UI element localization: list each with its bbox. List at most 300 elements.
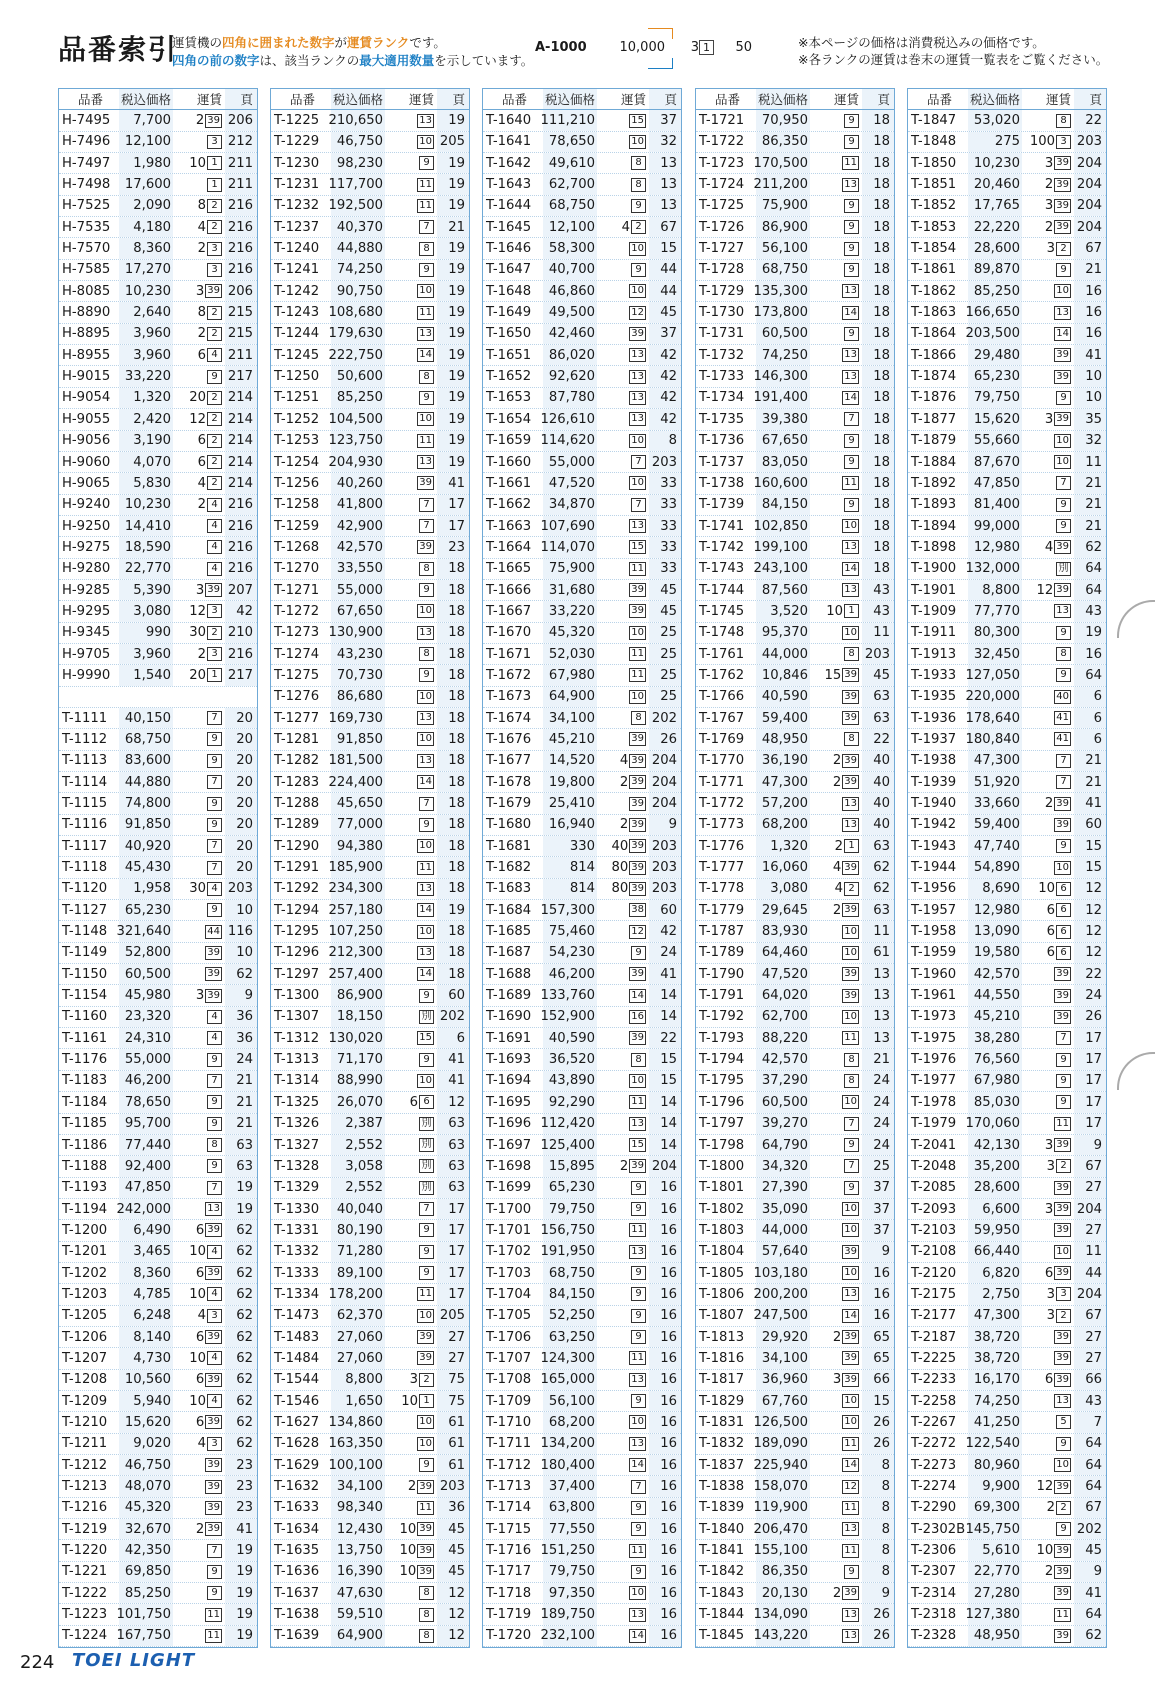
item-page: 19 — [437, 388, 469, 408]
table-row — [696, 1626, 894, 1647]
item-code: T-1911 — [911, 625, 957, 641]
item-page: 75 — [437, 1391, 469, 1411]
item-code: T-2225 — [911, 1350, 957, 1366]
legend-text: です。 — [409, 35, 446, 50]
item-code: T-1666 — [486, 582, 532, 598]
table-row — [271, 900, 469, 921]
item-page: 42 — [225, 601, 257, 621]
item-freight — [810, 1287, 862, 1301]
freight-rank: 7 — [419, 498, 434, 512]
freight-qty: 2 — [1044, 796, 1054, 812]
item-freight — [173, 668, 225, 683]
item-freight — [385, 135, 437, 149]
freight-qty: 30 — [189, 625, 206, 641]
item-code: T-1720 — [486, 1628, 532, 1644]
freight-rank: 10 — [844, 626, 857, 638]
item-page: 19 — [437, 238, 469, 258]
item-code: T-1185 — [62, 1116, 108, 1132]
freight-qty: 3 — [195, 582, 205, 598]
freight-rank: 9 — [419, 1053, 434, 1067]
item-page: 9 — [225, 985, 257, 1005]
item-freight — [810, 732, 862, 746]
item-page: 62 — [225, 964, 257, 984]
item-freight — [173, 198, 225, 213]
item-price: 31,680 — [543, 580, 597, 600]
item-page: 61 — [437, 1412, 469, 1432]
column-header — [696, 89, 894, 110]
item-freight — [1022, 1522, 1074, 1536]
freight-qty: 6 — [195, 1265, 205, 1281]
item-code: T-1817 — [699, 1372, 745, 1388]
item-price: 257,400 — [331, 964, 385, 984]
freight-rank: 39 — [1056, 1352, 1069, 1364]
item-freight — [1022, 327, 1074, 341]
freight-rank: 2 — [1056, 1501, 1071, 1515]
freight-rank: 2 — [207, 220, 222, 234]
item-page: 16 — [1074, 644, 1106, 664]
item-code: T-1671 — [486, 646, 532, 662]
item-page: 19 — [225, 1540, 257, 1560]
freight-rank: 9 — [207, 732, 222, 746]
freight-rank: 16 — [631, 1010, 644, 1022]
item-page: 41 — [1074, 345, 1106, 365]
item-price: 92,620 — [543, 366, 597, 386]
item-freight — [810, 476, 862, 490]
item-page: 16 — [649, 1348, 681, 1368]
item-page: 20 — [225, 729, 257, 749]
item-page: 18 — [862, 132, 894, 152]
item-price: 107,250 — [331, 921, 385, 941]
item-page: 19 — [225, 1178, 257, 1198]
freight-rank: 11 — [844, 1501, 857, 1513]
table-row — [59, 1242, 257, 1263]
table-row — [271, 1242, 469, 1263]
item-code: T-1807 — [699, 1308, 745, 1324]
table-row — [59, 473, 257, 494]
item-price: 47,520 — [543, 473, 597, 493]
example-rank: 1 — [699, 40, 714, 55]
freight-rank: 8 — [419, 370, 434, 384]
index-column — [270, 88, 470, 1648]
item-page: 207 — [225, 580, 257, 600]
freight-rank: 10 — [1056, 285, 1069, 297]
item-freight — [385, 263, 437, 277]
freight-rank: 8 — [631, 711, 646, 725]
item-page: 45 — [649, 601, 681, 621]
item-code: T-1685 — [486, 924, 532, 940]
item-freight — [1022, 156, 1074, 171]
item-price: 160,600 — [756, 473, 810, 493]
item-price: 34,870 — [543, 495, 597, 515]
freight-rank: 13 — [631, 349, 644, 361]
item-price: 22,770 — [119, 559, 173, 579]
freight-qty: 8 — [197, 198, 206, 214]
freight-rank: 8 — [207, 1138, 222, 1152]
item-freight — [173, 1117, 225, 1131]
table-row — [271, 1263, 469, 1284]
freight-rank: 7 — [631, 455, 646, 469]
item-freight — [810, 1095, 862, 1109]
item-code: T-1789 — [699, 945, 745, 961]
table-row — [59, 1007, 257, 1028]
item-price: 77,000 — [331, 815, 385, 835]
freight-qty: 4 — [621, 219, 630, 235]
item-price: 35,200 — [968, 1156, 1022, 1176]
item-freight — [385, 946, 437, 960]
item-freight — [385, 1351, 437, 1365]
header-cell: 運賃 — [408, 92, 434, 108]
table-row — [483, 132, 681, 153]
freight-rank: 3 — [207, 1437, 222, 1451]
item-page: 19 — [437, 260, 469, 280]
example-qty: 3 — [690, 40, 699, 55]
item-code: H-9065 — [62, 475, 111, 491]
item-freight — [1022, 711, 1074, 725]
freight-rank: 10 — [419, 413, 432, 425]
item-page: 21 — [1074, 495, 1106, 515]
freight-rank: 39 — [1056, 178, 1069, 190]
item-freight — [1022, 604, 1074, 618]
item-code: T-1176 — [62, 1052, 108, 1068]
item-freight — [173, 135, 225, 149]
header-cell: 品番 — [77, 92, 103, 108]
item-freight — [597, 860, 649, 875]
item-code: T-1313 — [274, 1052, 320, 1068]
item-page: 21 — [1074, 772, 1106, 792]
page-title: 品番索引 — [58, 33, 179, 66]
header-cell: 運賃 — [196, 92, 222, 108]
item-price: 67,980 — [968, 1071, 1022, 1091]
freight-rank: 15 — [631, 114, 644, 126]
table-row — [271, 260, 469, 281]
item-code: T-1670 — [486, 625, 532, 641]
item-freight — [810, 1586, 862, 1601]
item-price: 27,280 — [968, 1583, 1022, 1603]
item-page: 18 — [862, 516, 894, 536]
freight-rank: 7 — [207, 1181, 222, 1195]
freight-rank: 10 — [1056, 1459, 1069, 1471]
item-freight — [810, 1117, 862, 1131]
table-row — [59, 559, 257, 580]
table-row — [696, 366, 894, 387]
item-code: T-1703 — [486, 1265, 532, 1281]
item-code: T-1629 — [274, 1457, 320, 1473]
item-code: T-1649 — [486, 305, 532, 321]
freight-qty: 10 — [1038, 881, 1055, 897]
item-freight — [1022, 754, 1074, 768]
item-code: T-2328 — [911, 1628, 957, 1644]
item-code: T-1693 — [486, 1052, 532, 1068]
legend-text: を示しています。 — [434, 53, 534, 68]
item-code: H-8895 — [62, 326, 111, 342]
item-code: T-1283 — [274, 774, 320, 790]
freight-rank: 11 — [844, 1544, 857, 1556]
item-page: 18 — [862, 153, 894, 173]
table-row — [59, 388, 257, 409]
item-page: 67 — [1074, 1498, 1106, 1518]
header-cell: 頁 — [225, 89, 257, 109]
table-row — [908, 772, 1106, 793]
item-freight — [810, 1010, 862, 1024]
table-row — [696, 196, 894, 217]
item-page: 42 — [649, 921, 681, 941]
freight-rank: 4 — [207, 1010, 222, 1024]
item-price: 8,140 — [119, 1327, 173, 1347]
item-freight — [385, 242, 437, 256]
freight-rank: 13 — [631, 1608, 644, 1620]
freight-qty: 10 — [189, 1286, 206, 1302]
example-price: 10,000 — [619, 40, 665, 55]
freight-rank: 39 — [207, 1459, 220, 1471]
table-row — [696, 260, 894, 281]
freight-rank: 10 — [419, 925, 432, 937]
table-row — [483, 687, 681, 708]
item-code: T-1901 — [911, 582, 957, 598]
item-page: 18 — [437, 751, 469, 771]
item-code: T-1271 — [274, 582, 320, 598]
item-freight — [173, 818, 225, 832]
item-code: T-1333 — [274, 1265, 320, 1281]
item-price: 155,100 — [756, 1540, 810, 1560]
item-page: 41 — [437, 1071, 469, 1091]
item-freight — [385, 199, 437, 213]
freight-rank: 39 — [207, 989, 220, 1001]
freight-rank: 39 — [207, 1416, 220, 1428]
item-price: 52,250 — [543, 1306, 597, 1326]
item-code: H-9060 — [62, 454, 111, 470]
freight-qty: 4 — [197, 1436, 206, 1452]
freight-rank: 6 — [419, 1095, 434, 1109]
item-page: 211 — [225, 174, 257, 194]
item-freight — [597, 1053, 649, 1067]
item-page: 18 — [437, 559, 469, 579]
item-code: T-1795 — [699, 1073, 745, 1089]
table-row — [59, 793, 257, 814]
item-page: 45 — [437, 1519, 469, 1539]
freight-qty: 2 — [1046, 1500, 1055, 1516]
item-price: 45,210 — [543, 729, 597, 749]
freight-qty: 2 — [1044, 219, 1054, 235]
table-row — [908, 1156, 1106, 1177]
item-page: 16 — [649, 1583, 681, 1603]
item-freight — [810, 753, 862, 768]
table-row — [59, 879, 257, 900]
item-price: 4,180 — [119, 217, 173, 237]
item-price: 56,100 — [756, 238, 810, 258]
freight-rank: 15 — [631, 541, 644, 553]
item-page: 26 — [862, 1434, 894, 1454]
item-code: T-1645 — [486, 219, 532, 235]
item-page: 8 — [862, 1540, 894, 1560]
item-freight — [810, 946, 862, 960]
item-freight — [173, 1586, 225, 1600]
freight-rank: 9 — [631, 1394, 646, 1408]
item-code: T-1734 — [699, 390, 745, 406]
item-price: 107,690 — [543, 516, 597, 536]
item-code: T-1976 — [911, 1052, 957, 1068]
item-page: 23 — [225, 1455, 257, 1475]
freight-rank: 2 — [844, 882, 859, 896]
freight-rank: 14 — [419, 349, 432, 361]
freight-qty: 10 — [189, 1350, 206, 1366]
item-price: 16,940 — [543, 815, 597, 835]
item-freight — [173, 390, 225, 405]
item-freight — [385, 604, 437, 618]
item-price: 87,780 — [543, 388, 597, 408]
table-row — [59, 772, 257, 793]
item-code: T-1684 — [486, 902, 532, 918]
table-row — [696, 452, 894, 473]
item-code: T-1778 — [699, 881, 745, 897]
item-page: 14 — [649, 985, 681, 1005]
page-number: 224 — [20, 1652, 55, 1673]
item-freight — [1022, 1074, 1074, 1088]
item-code: T-1661 — [486, 475, 532, 491]
table-row — [59, 751, 257, 772]
freight-qty: 80 — [611, 881, 629, 897]
freight-rank: 13 — [844, 285, 857, 297]
item-page: 20 — [225, 815, 257, 835]
table-row — [483, 1626, 681, 1647]
item-freight — [385, 818, 437, 832]
table-row — [483, 1327, 681, 1348]
table-row — [696, 580, 894, 601]
item-freight — [810, 967, 862, 981]
table-row — [483, 1519, 681, 1540]
table-row — [271, 238, 469, 259]
freight-rank: 9 — [1056, 1074, 1071, 1088]
table-row — [908, 601, 1106, 622]
item-code: T-1894 — [911, 518, 957, 534]
item-price: 10,230 — [968, 153, 1022, 173]
item-code: T-1726 — [699, 219, 745, 235]
item-page: 20 — [225, 772, 257, 792]
item-page: 15 — [649, 1071, 681, 1091]
item-price: 33,220 — [543, 601, 597, 621]
legend-line-2 — [172, 52, 533, 70]
item-code: T-1672 — [486, 667, 532, 683]
item-page: 62 — [225, 1391, 257, 1411]
item-code: T-1776 — [699, 838, 745, 854]
freight-qty: 12 — [189, 603, 206, 619]
item-price: 90,750 — [331, 281, 385, 301]
freight-rank: 9 — [844, 1138, 859, 1152]
item-freight — [810, 989, 862, 1003]
item-freight — [597, 1223, 649, 1237]
item-freight — [173, 732, 225, 746]
item-code: T-1636 — [274, 1564, 320, 1580]
freight-rank: 39 — [419, 1544, 432, 1556]
freight-rank: 12 — [631, 306, 644, 318]
freight-rank: 13 — [631, 1245, 644, 1257]
item-freight — [597, 1245, 649, 1259]
freight-rank: 39 — [844, 1331, 857, 1343]
item-price: 71,280 — [331, 1242, 385, 1262]
freight-rank: 7 — [207, 861, 222, 875]
item-code: T-1737 — [699, 454, 745, 470]
table-row — [59, 132, 257, 153]
table-row — [908, 1220, 1106, 1241]
item-price: 47,630 — [331, 1583, 385, 1603]
freight-qty: 2 — [619, 1158, 629, 1174]
freight-qty: 2 — [407, 1479, 417, 1495]
item-price: 29,480 — [968, 345, 1022, 365]
item-freight — [173, 1458, 225, 1472]
item-freight — [810, 583, 862, 597]
item-page: 214 — [225, 388, 257, 408]
table-row — [483, 260, 681, 281]
item-freight — [597, 626, 649, 640]
table-row — [908, 1562, 1106, 1583]
item-freight — [597, 690, 649, 704]
table-row — [696, 751, 894, 772]
table-row — [59, 1220, 257, 1241]
table-row — [696, 900, 894, 921]
item-page: 204 — [1074, 1284, 1106, 1304]
item-price: 47,520 — [756, 964, 810, 984]
item-code: T-1654 — [486, 411, 532, 427]
table-row — [483, 1092, 681, 1113]
item-code: T-1272 — [274, 603, 320, 619]
header-cell: 頁 — [437, 89, 469, 109]
table-row — [483, 281, 681, 302]
column-header — [59, 89, 257, 110]
table-row — [59, 281, 257, 302]
table-row — [59, 1391, 257, 1412]
item-price: 814 — [543, 879, 597, 899]
item-freight — [1022, 1608, 1074, 1622]
freight-rank: 13 — [631, 370, 644, 382]
freight-rank: 3 — [1056, 135, 1071, 149]
freight-qty: 20 — [189, 667, 206, 683]
table-row — [483, 1348, 681, 1369]
item-price: 55,000 — [331, 580, 385, 600]
item-price: 12,100 — [119, 132, 173, 152]
item-freight — [597, 1522, 649, 1536]
item-page: 20 — [225, 857, 257, 877]
table-row — [908, 580, 1106, 601]
freight-rank: 11 — [844, 1032, 857, 1044]
table-row — [271, 495, 469, 516]
item-code: H-9705 — [62, 646, 111, 662]
item-page: 17 — [1074, 1092, 1106, 1112]
item-page: 19 — [437, 409, 469, 429]
header-cell: 税込価格 — [331, 89, 385, 109]
freight-rank: 39 — [419, 1523, 432, 1535]
item-price: 79,750 — [543, 1562, 597, 1582]
item-freight — [1022, 177, 1074, 192]
item-freight — [1022, 732, 1074, 746]
legend-text: 運賃機の — [172, 35, 223, 50]
item-freight — [385, 519, 437, 533]
item-page: 40 — [862, 815, 894, 835]
freight-qty: 2 — [1044, 177, 1054, 193]
item-freight — [385, 1330, 437, 1344]
freight-rank: 11 — [631, 562, 644, 574]
item-freight — [173, 1608, 225, 1622]
freight-rank: 3 — [207, 135, 222, 149]
table-row — [483, 1028, 681, 1049]
table-row — [271, 1476, 469, 1497]
item-page: 41 — [225, 1519, 257, 1539]
freight-rank: 13 — [844, 541, 857, 553]
freight-rank: 11 — [631, 1096, 644, 1108]
item-code: T-1219 — [62, 1521, 108, 1537]
item-freight — [1022, 989, 1074, 1003]
item-code: T-1957 — [911, 902, 957, 918]
item-price: 37,400 — [543, 1476, 597, 1496]
table-row — [908, 174, 1106, 195]
